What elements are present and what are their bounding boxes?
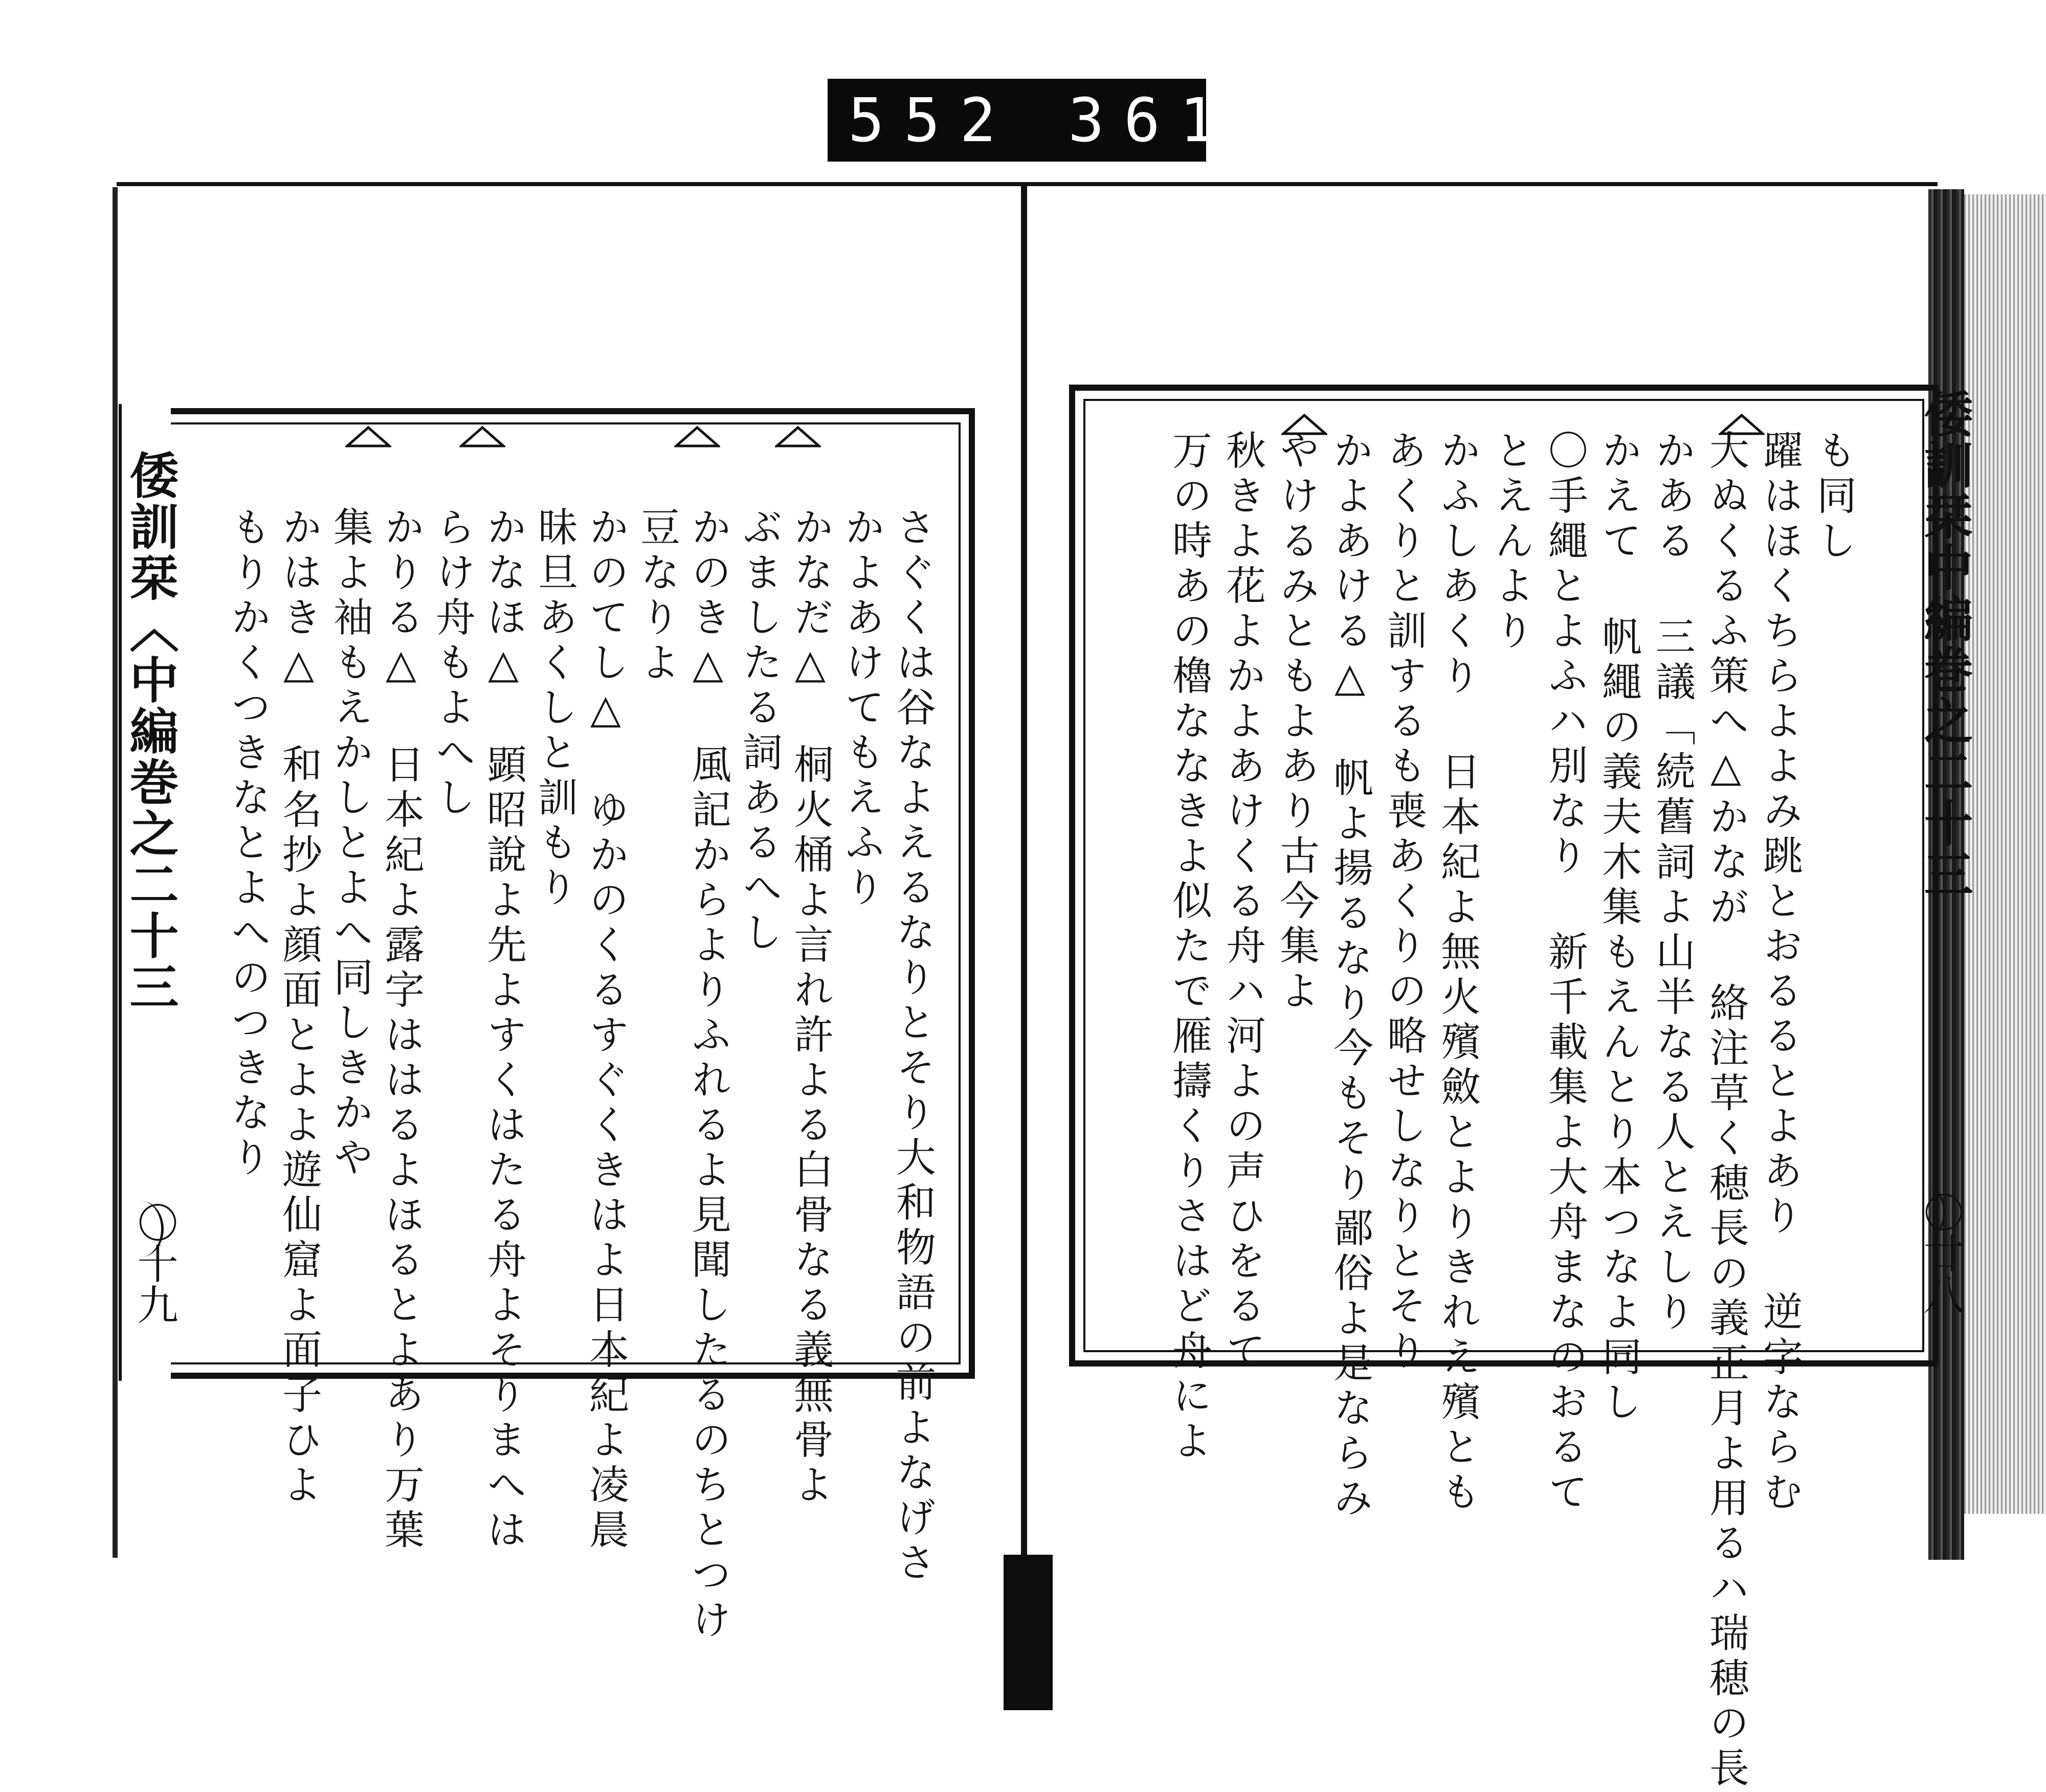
call-number-label	[828, 79, 1292, 162]
text-column: かふしあくり 日本紀よ無火殯斂とよりきれえ殯とも	[1434, 430, 1480, 1516]
triangle-marker-icon	[674, 425, 720, 448]
right-folio: 〇廿八	[1917, 1192, 1964, 1314]
text-column: 大ぬくるふ策へ△かなが 絡注草く穂長の義正月よ用るハ瑞穂の長	[1703, 430, 1749, 1792]
text-column: かなほ△ 顕昭說よ先よすくはたる舟よそりまへは	[480, 506, 526, 1554]
center-gutter	[1021, 182, 1027, 1701]
triangle-marker-icon	[1281, 413, 1327, 436]
text-column: 秋きよ花よかよあけくる舟ハ河よの声ひをるて	[1219, 430, 1265, 1375]
text-column: も同し	[1810, 430, 1856, 565]
triangle-marker-icon	[459, 425, 505, 448]
text-column: 豆なりよ	[634, 506, 680, 686]
text-column: かのき△ 風記からよりふれるよ見聞したるのちとつけ	[685, 506, 731, 1644]
text-column: 躍はほくちらよよみ跳とおるるとよあり 逆字ならむ	[1756, 430, 1803, 1516]
call-number-right: 361.	[1068, 85, 1292, 155]
text-column: かりる△ 日本紀よ露字ははるよほるとよあり万葉	[378, 506, 424, 1554]
text-column: やけるみともよあり古今集よ	[1273, 430, 1319, 1015]
text-column: かよあけてもえふり	[838, 506, 884, 911]
text-column: とえんより	[1488, 430, 1534, 655]
left-spine-title: 倭訓栞〈中編巻之二十三	[122, 450, 180, 1013]
triangle-marker-icon	[1719, 413, 1765, 436]
triangle-marker-icon	[345, 425, 391, 448]
triangle-marker-icon	[775, 425, 821, 448]
text-column: あくりと訓するも喪あくりの略せしなりとそり	[1381, 430, 1427, 1375]
text-column: 〇手繩とよふハ別なり 新千載集よ大舟まなのおるて	[1542, 430, 1588, 1516]
text-column: 昧旦あくしと訓もり	[531, 506, 577, 911]
text-column: かはき△ 和名抄よ顔面とよよ遊仙窟よ面子ひよ	[276, 506, 322, 1509]
text-column: かのてし△ ゆかのくるすぐくきはよ日本紀よ凌晨	[583, 506, 629, 1554]
text-column: ぶましたる詞あるへし	[736, 506, 782, 956]
text-column: らけ舟もよへし	[429, 506, 475, 821]
text-column: かえて 帆繩の義夫木集もえんとり本つなよ同し	[1595, 430, 1641, 1426]
call-number-left: 552	[848, 85, 1016, 155]
bookmark-ribbon	[1004, 1555, 1053, 1710]
text-column: 万の時あの櫓ななきよ似たで雁擣くりさはど舟によ	[1166, 430, 1212, 1465]
text-column: さぐくは谷なよえるなりとそり大和物語の前よなげさ	[889, 506, 936, 1586]
text-column: かなだ△ 桐火桶よ言れ許よる白骨なる義無骨よ	[787, 506, 833, 1509]
text-column: かよあける△ 帆よ揚るなり今もそり鄙俗よ是ならみ	[1327, 430, 1373, 1522]
right-spine-title: 倭訓栞中編巻之二十三	[1916, 389, 1974, 900]
text-column: 集よ袖もえかしとよへ同しきかや	[327, 506, 373, 1181]
text-column: もりかくつきなとよへのつきなり	[225, 506, 271, 1181]
left-folio: 〇十九	[130, 1202, 178, 1325]
text-column: かある 三議「続舊詞よ山半なる人とえしり	[1649, 430, 1695, 1336]
book-top-edge	[117, 182, 1938, 186]
